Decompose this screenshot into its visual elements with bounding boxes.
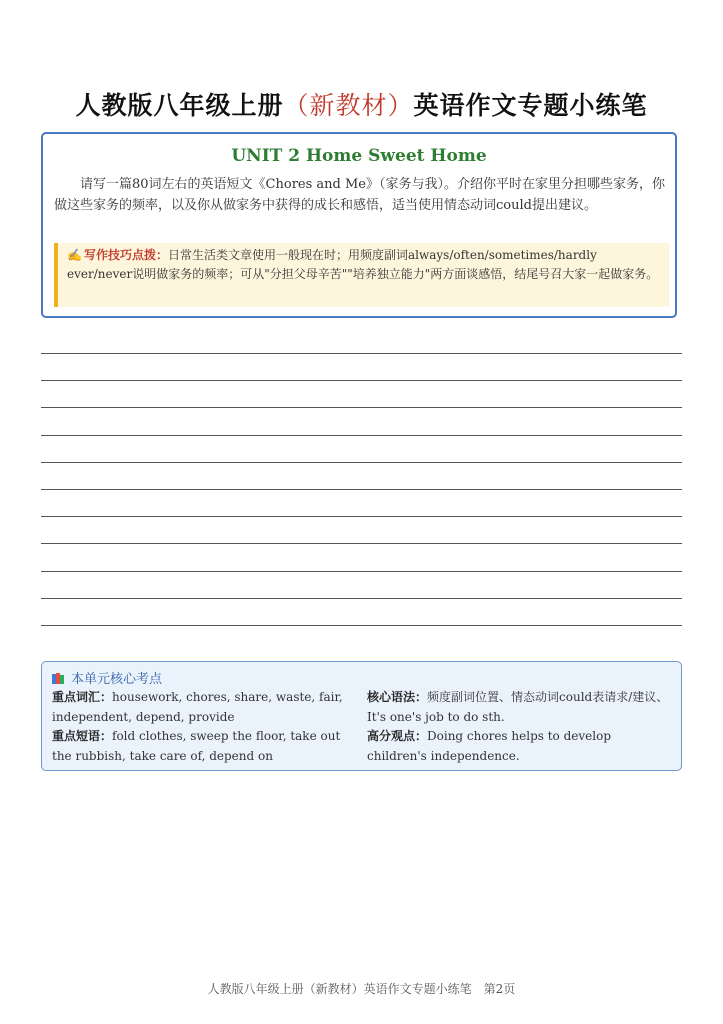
writing-line[interactable] [41,380,682,381]
writing-hand-icon: ✍ [67,248,82,262]
core-points-box [41,661,682,771]
writing-line[interactable] [41,516,682,517]
writing-area[interactable] [41,353,682,652]
page-title [0,86,723,122]
viewpoint-text: Doing chores helps to develop children's independence. [367,729,611,763]
phrases-label: 重点短语： [52,729,113,743]
vocab-text: housework, chores, share, waste, fair, independent, depend, provide [52,690,343,724]
core-right-column [367,688,673,766]
writing-line[interactable] [41,543,682,544]
books-icon [52,673,65,684]
writing-line[interactable] [41,598,682,599]
viewpoint-item [367,727,673,766]
writing-line[interactable] [41,462,682,463]
grammar-label: 核心语法： [367,690,428,704]
vocab-item [52,688,352,727]
writing-line[interactable] [41,435,682,436]
task-prompt: 请写一篇80词左右的英语短文《Chores and Me》（家务与我）。介绍你平时在家里分担哪些家务，你做这些家务的频率，以及你从做家务中获得的成长和感悟，适当使用情态动词could提出建议。 [54,177,665,213]
writing-line[interactable] [41,353,682,354]
grammar-text: 频度副词位置、情态动词could表请求/建议、It's one's job to do sth. [367,690,669,724]
grammar-item [367,688,673,727]
tip-label: 写作技巧点拨： [83,248,168,262]
phrases-item [52,727,352,766]
writing-tip [54,243,669,307]
viewpoint-label: 高分观点： [367,729,428,743]
writing-line[interactable] [41,625,682,626]
title-part-2: 英语作文专题小练笔 [413,91,648,120]
core-left-column [52,688,352,766]
writing-line[interactable] [41,407,682,408]
tip-text: 日常生活类文章使用一般现在时；用频度副词always/often/sometimes/hardly ever/never说明做家务的频率；可从"分担父母辛苦""培养独立能力"两方面谈感悟，结尾号召大家一起做家务。 [67,248,659,281]
title-highlight: （新教材） [283,91,414,120]
core-points-title [52,668,162,687]
unit-heading: UNIT 2 Home Sweet Home [231,146,487,166]
core-title-text: 本单元核心考点 [71,672,163,687]
title-part-1: 人教版八年级上册 [75,91,284,120]
writing-line[interactable] [41,571,682,572]
task-box [41,132,677,318]
vocab-label: 重点词汇： [52,690,113,704]
writing-line[interactable] [41,489,682,490]
phrases-text: fold clothes, sweep the floor, take out the rubbish, take care of, depend on [52,729,341,763]
page-footer: 人教版八年级上册（新教材）英语作文专题小练笔 第2页 [207,982,516,996]
